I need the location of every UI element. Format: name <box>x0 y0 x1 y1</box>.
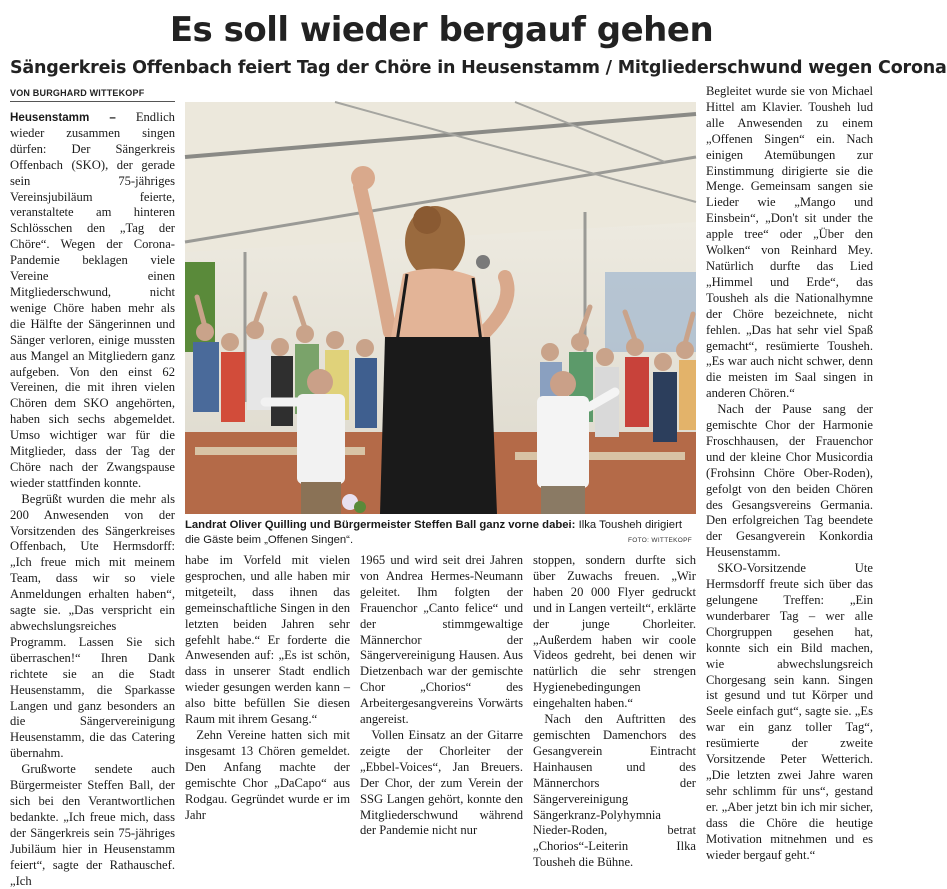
paragraph: stoppen, sondern durfte sich über Zuwachs freuen. „Wir haben 20 000 Flyer gedruckt und in Langen verteilt“, erklärte der junge Chorleiter. „Außerdem haben wir coole Videos gedreht, bei denen wir natürlich die sehr strengen Hygienebedingungen eingehalten haben.“ <box>533 553 696 711</box>
article-photo <box>185 102 696 514</box>
paragraph: Begleitet wurde sie von Michael Hittel am Klavier. Tousheh lud alle Anwesenden zu einem „Offenen Singen“ ein. Nach einigen Atemübungen zur Einstimmung dirigierte sie die Menge. Gemeinsam sangen sie Lieder wie „Mango und Einsbein“, „Don't sit under the apple tree“ oder „Über den Wolken“ von Reinhard Mey. Natürlich durfte das Lied „Himmel und Erde“, das Tousheh als die Nationalhymne der Chöre bezeichnete, nicht fehlen. „Das hat sehr viel Spaß gemacht“, resümierte Tousheh. „Es war auch nicht schwer, denn die meisten im Saal singen in anderen Chören.“ <box>706 84 873 401</box>
paragraph: habe im Vorfeld mit vielen gesprochen, und alle haben mir mitgeteilt, dass ihnen das gemeinschaftliche Singen in den letzten beiden Jahren sehr gefehlt habe.“ Er forderte die Anwesenden auf: „Es ist schön, dass in unserer Stadt endlich wieder gesungen werden kann – also bitte befüllen Sie diesen Raum mit ihrem Gesang.“ <box>185 553 350 727</box>
headline: Es soll wieder bergauf gehen <box>169 10 714 50</box>
paragraph-text: Endlich wieder zusammen singen dürfen: Der Sängerkreis Offenbach (SKO), der gerade sein 75-jähriges Vereinsjubiläum feierte, veranstaltete am hinteren Schlösschen den „Tag der Chöre“. Wegen der Corona-Pandemie beklagen viele Vereine einen Mitgliederschwund, nicht wenige Chöre haben mehr als die Hälfte der Sängerinnen und Sänger verloren, einige mussten aus Mangel an Mitgliedern ganz aufgeben. Von den einst 62 Vereinen, die mit ihren vielen Chören dem SKO angehörten, haben sich sechs abgemeldet. Umso wichtiger war für die Mitglieder, dass der Tag der Chöre nach der Zwangspause wieder stattfinden konnte. <box>10 110 175 490</box>
article-column-3 <box>360 553 523 838</box>
paragraph: Nach den Auftritten des gemischten Damenchors des Gesangverein Eintracht Hainhausen und des Männerchors der Sängervereinigung Sängerkranz-Polyhymnia Nieder-Roden, betrat „Chorios“-Leiterin Ilka Tousheh die Bühne. <box>533 712 696 870</box>
article-column-2 <box>185 553 350 822</box>
paragraph: 1965 und wird seit drei Jahren von Andrea Hermes-Neumann geleitet. Ihm folgten der Frauenchor „Canto felice“ und der stimmgewaltige Männerchor der Sängervereinigung Hausen. Aus Dietzenbach war der gemischte Chor „Chorios“ des Arbeitergesangvereins Vorwärts angereist. <box>360 553 523 727</box>
caption-bold: Landrat Oliver Quilling und Bürgermeister Steffen Ball ganz vorne dabei: <box>185 519 576 531</box>
byline: VON BURGHARD WITTEKOPF <box>10 88 175 102</box>
paragraph <box>10 110 175 492</box>
article-column-5 <box>706 84 873 862</box>
paragraph: Vollen Einsatz an der Gitarre zeigte der Chorleiter der „Ebbel-Voices“, Jan Breuers. Der Chor, der zum Verein der SSG Langen gehört, konnte den Mitgliederschwund während der Pandemie nicht nur <box>360 727 523 838</box>
paragraph: Grußworte sendete auch Bürgermeister Steffen Ball, der sich bei den Verantwortlichen bedankte. „Ich freue mich, dass der Sängerkreis sein 75-jähriges Jubiläum hier in Heusenstamm feiert“, sagte der Rathauschef. „Ich <box>10 762 175 888</box>
photo-caption <box>185 518 696 548</box>
paragraph: Zehn Vereine hatten sich mit insgesamt 13 Chören gemeldet. Den Anfang machte der gemischte Chor „DaCapo“ aus Rodgau. Gegründet wurde er im Jahr <box>185 727 350 822</box>
article-column-1 <box>10 110 175 888</box>
caption-text: Ilka Tousheh dirigiert die Gäste beim „Offenen Singen“. <box>185 519 682 546</box>
paragraph: Begrüßt wurden die mehr als 200 Anwesenden von der Vorsitzenden des Sängerkreises Offenbach, Ute Hermsdorff: „Ich freue mich mit meinem Team, dass wir so viele Anmeldungen erhalten haben“, sagte sie. „Das verspricht ein abwechslungsreiches Programm. Lassen Sie sich überraschen!“ Ihren Dank richtete sie an die Stadt Heusenstamm, die Sparkasse Langen und ganz besonders an die Sängervereinigung Heusenstamm, die das Catering übernahm. <box>10 491 175 761</box>
subheadline: Sängerkreis Offenbach feiert Tag der Chöre in Heusenstamm / Mitgliederschwund wegen Corona <box>10 58 947 78</box>
photo-credit: FOTO: WITTEKOPF <box>628 537 692 544</box>
paragraph: SKO-Vorsitzende Ute Hermsdorff freute sich über das gelungene Treffen: „Ein wunderbarer Tag – wer alle Chorgruppen gesehen hat, konnte sich ein Bild machen, wie abwechslungsreich Chorgesang sein kann. Singen ist gesund und tut Körper und Seele einfach gut“, sagte sie. „Es war ein ganz toller Tag“, resümierte der zweite Vorsitzende Peter Wetterich. „Die letzten zwei Jahre waren sehr schlimm für uns“, gestand er. „Aber jetzt bin ich mir sicher, dass die Chöre die heutige Motivation mitnehmen und es wieder bergauf geht.“ <box>706 561 873 862</box>
article-column-4 <box>533 553 696 870</box>
paragraph: Nach der Pause sang der gemischte Chor der Harmonie Froschhausen, der Frauenchor und der kleine Chor Musicordia (Frohsinn Chöre Ober-Roden), gefolgt von den beiden Chören des Gesangsvereins Germania. Den erfolgreichen Tag beendete der Gesangverein Konkordia Heusenstamm. <box>706 402 873 560</box>
dateline: Heusenstamm – <box>10 111 116 124</box>
